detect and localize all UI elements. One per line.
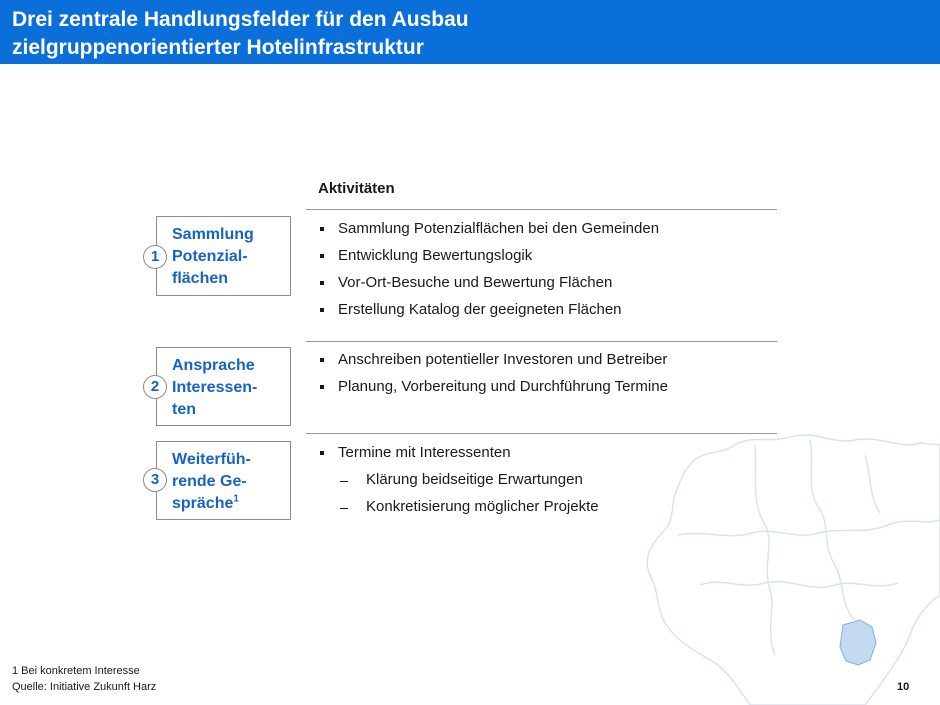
field-3-label: Weiterfüh- rende Ge- spräche$^1$ — [172, 451, 251, 512]
activities-heading: Aktivitäten — [318, 180, 395, 197]
field-1-activities — [318, 219, 659, 327]
field-number-2: 2 — [143, 375, 167, 399]
divider-line — [306, 341, 777, 342]
field-1-label: Sammlung Potenzial- flächen — [172, 226, 254, 287]
list-item: Planung, Vorbereitung und Durchführung Termine — [318, 377, 668, 404]
sub-list-item: Konkretisierung möglicher Projekte — [318, 497, 599, 524]
slide-title-line-2: zielgruppenorientierter Hotelinfrastruktur — [12, 36, 424, 59]
field-box-3 — [156, 441, 291, 520]
divider-line — [306, 209, 777, 210]
source-note: Quelle: Initiative Zukunft Harz — [12, 681, 157, 693]
divider-line — [306, 433, 777, 434]
sub-list-item: Klärung beidseitige Erwartungen — [318, 470, 599, 497]
list-item: Termine mit Interessenten — [318, 443, 599, 470]
list-item: Anschreiben potentieller Investoren und Betreiber — [318, 350, 668, 377]
field-3-activities — [318, 443, 599, 524]
list-item: Vor-Ort-Besuche und Bewertung Flächen — [318, 273, 659, 300]
field-box-2 — [156, 347, 291, 426]
title-bar — [0, 0, 940, 64]
field-number-3: 3 — [143, 468, 167, 492]
footnote-mark: 1 — [233, 493, 239, 505]
slide-title-line-1: Drei zentrale Handlungsfelder für den Ausbau — [12, 8, 469, 31]
field-2-activities — [318, 350, 668, 404]
list-item: Erstellung Katalog der geeigneten Flächen — [318, 300, 659, 327]
list-item: Entwicklung Bewertungslogik — [318, 246, 659, 273]
region-map — [640, 415, 940, 705]
field-2-label: Ansprache Interessen- ten — [172, 357, 258, 418]
list-item: Sammlung Potenzialflächen bei den Gemeinden — [318, 219, 659, 246]
field-number-1: 1 — [143, 245, 167, 269]
footnote: 1 Bei konkretem Interesse — [12, 665, 140, 677]
field-box-1 — [156, 216, 291, 296]
page-number: 10 — [897, 681, 910, 693]
